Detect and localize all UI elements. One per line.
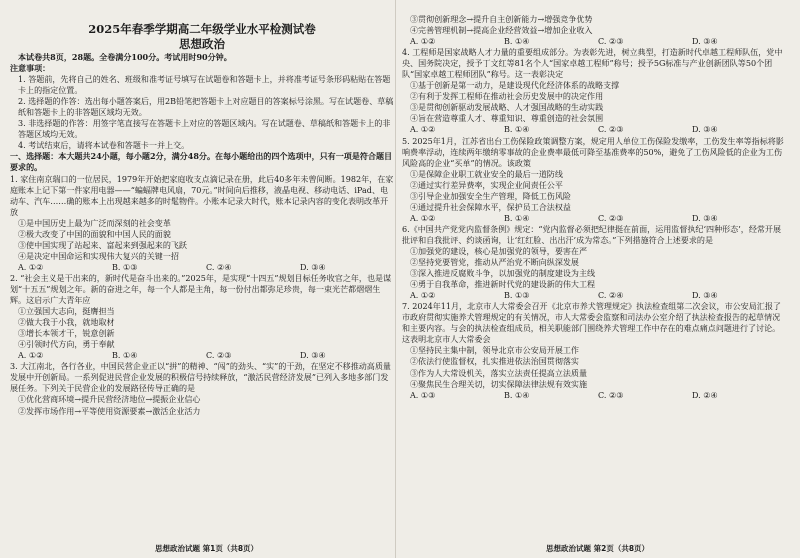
notice-title: 注意事项： <box>10 63 51 74</box>
exam-title: 2025年春季学期高二年级学业水平检测试卷 <box>88 22 316 36</box>
choice-b[interactable]: B. ①④ <box>504 37 530 47</box>
choice-c[interactable]: C. ②③ <box>598 37 624 47</box>
choice-d[interactable]: D. ③④ <box>692 213 718 223</box>
question-6-option: ④勇于自我革命，推进新时代党的建设新的伟大工程 <box>410 280 596 290</box>
choice-a[interactable]: A. ①② <box>410 125 436 135</box>
question-2-option: ②做大我于小我，就地取材 <box>18 318 115 328</box>
question-1-option: ③使中国实现了站起来、富起来到强起来的飞跃 <box>18 240 187 250</box>
choice-b[interactable]: B. ①③ <box>504 291 530 301</box>
notice-item: 4. 考试结束后，请将本试卷和答题卡一并上交。 <box>18 141 190 151</box>
choice-a[interactable]: A. ①② <box>410 213 436 223</box>
choice-c[interactable]: C. ②③ <box>206 351 232 361</box>
question-7-option: ③作为人大常设机关，落实立法责任提高立法质量 <box>410 368 588 378</box>
choice-a[interactable]: A. ①② <box>410 291 436 301</box>
question-2-choices <box>10 350 394 361</box>
question-7-choices <box>402 390 786 401</box>
question-7-option: ①坚持民主集中制，领导北京市公安局开展工作 <box>410 346 579 356</box>
question-6-option: ②坚持党要管党，推动从严治党不断向纵深发展 <box>410 258 579 268</box>
question-2-stem: 2. “社会主义是干出来的，新时代是奋斗出来的。”2025年，是实现“十四五”规划目标任务收官之年，也是谋划“十五五”规划之年。新的奋进之年，每一个人都是主角，每一份付出都弥足珍贵，每一束光芒都熠熠生辉。这启示广大青年应 <box>10 273 392 306</box>
choice-b[interactable]: B. ①④ <box>112 351 138 361</box>
page-1 <box>10 14 394 540</box>
question-1-option: ②极大改变了中国的面貌和中国人民的面貌 <box>18 229 171 239</box>
choice-d[interactable]: D. ③④ <box>692 37 718 47</box>
question-3-option: ③贯彻创新理念→提升自主创新能力→增强竞争优势 <box>410 15 593 24</box>
page-2-footer: 思想政治试题 第2页（共8页） <box>546 544 650 553</box>
question-3-option: ②发挥市场作用→平等使用资源要素→激活企业活力 <box>18 406 201 416</box>
notice-item: 3. 非选择题的作答：用签字笔直接写在答题卡上对应的答题区域内。写在试题卷、草稿纸和答题卡上的非答题区域均无效。 <box>18 119 391 140</box>
choice-b[interactable]: B. ①④ <box>504 213 530 223</box>
choice-d[interactable]: D. ③④ <box>300 262 326 272</box>
choice-c[interactable]: C. ②④ <box>206 262 232 272</box>
page-fold <box>395 0 396 558</box>
exam-info: 本试卷共8页，28题。全卷满分100分。考试用时90分钟。 <box>18 52 232 62</box>
question-6-option: ①加强党的建设，核心是加强党的领导，要害在严 <box>410 246 588 256</box>
question-6-option: ③深入推进反腐败斗争，以加强党的制度建设为主线 <box>410 269 596 279</box>
choice-b[interactable]: B. ①④ <box>504 390 530 400</box>
choice-d[interactable]: D. ③④ <box>300 351 326 361</box>
choice-c[interactable]: C. ②③ <box>598 390 624 400</box>
question-7-option: ④聚焦民生合理关切，切实保障法律法规有效实施 <box>410 379 588 389</box>
question-6-stem: 6.《中国共产党党内监督条例》规定：“党内监督必须把纪律挺在前面，运用监督执纪‘四种形态’，经常开展批评和自我批评、约谈函询，让‘红红脸、出出汗’成为常态。”下列措施符合上述要求的是 <box>402 224 782 245</box>
choice-c[interactable]: C. ②④ <box>598 291 624 301</box>
question-2-option: ④引领时代方向，勇于奉献 <box>18 340 115 350</box>
question-5-stem: 5. 2025年1月，江苏省出台工伤保险政策调整方案，规定用人单位工伤保险发缴率，工伤发生率等指标将影响费率浮动，连续两年缴纳零事故的企业费率最低可降至基准费率的50%，避免了工伤风险低的企业为工伤风险高的企业“买单”的情况。该政策 <box>402 136 784 168</box>
choice-c[interactable]: C. ②③ <box>598 125 624 135</box>
question-4-option: ③是贯彻创新驱动发展战略、人才强国战略的生动实践 <box>410 103 604 113</box>
question-4-option: ④旨在营造尊重人才、尊重知识、尊重创造的社会氛围 <box>410 114 604 124</box>
question-5-option: ①是保障企业职工就业安全的最后一道防线 <box>410 169 563 179</box>
question-1-option: ④是决定中国命运和实现伟大复兴的关键一招 <box>18 251 179 261</box>
choice-d[interactable]: D. ②④ <box>692 390 718 400</box>
question-5-option: ②通过实行差异费率，实现企业间责任公平 <box>410 180 563 190</box>
question-7-option: ②依法行使监督权，扎实推进依法治国贯彻落实 <box>410 357 579 367</box>
choice-a[interactable]: A. ①② <box>18 262 44 272</box>
question-5-option: ④通过提升社会保障水平，保护员工合法权益 <box>410 202 571 212</box>
question-1-choices <box>10 262 394 273</box>
question-2-option: ③增长本领才干，锐意创新 <box>18 329 115 339</box>
page-2 <box>402 14 786 540</box>
choice-a[interactable]: A. ①③ <box>410 390 436 400</box>
choice-b[interactable]: B. ①④ <box>504 125 530 135</box>
choice-d[interactable]: D. ③④ <box>692 291 718 301</box>
notice-item: 1. 答题前，先将自己的姓名、班级和准考证号填写在试题卷和答题卡上，并将准考证号条形码粘贴在答题卡上的指定位置。 <box>18 75 391 96</box>
question-5-option: ③引导企业加强安全生产管理，降低工伤风险 <box>410 191 571 201</box>
choice-a[interactable]: A. ①② <box>18 351 44 361</box>
question-2-option: ①立强国大志向，挺膺担当 <box>18 307 115 317</box>
choice-a[interactable]: A. ①② <box>410 37 436 47</box>
question-4-option: ②有利于发挥工程师在推动社会历史发展中的决定作用 <box>410 92 604 102</box>
choice-c[interactable]: C. ②③ <box>598 213 624 223</box>
notice-item: 2. 选择题的作答：选出每小题答案后，用2B铅笔把答题卡上对应题目的答案标号涂黑。写在试题卷、草稿纸和答题卡上的非答题区域均无效。 <box>18 97 394 118</box>
question-1-stem: 1. 家住南京瑞口的一位居民，1979年开始把家庭收支点滴记录在册，此后40多年未曾间断。1982年，在家庭账本上记下第一件家用电器——“蝙蝠牌电风扇，70元。”时间向后推移，液晶电视、移动电话、iPad、电动车、汽车……确的账本上出现越来越多的时髦物件。小账本记录大时代，账本记录内容的变化表明改革开放 <box>10 174 394 217</box>
question-4-stem: 4. 工程师是国家战略人才力量的重要组成部分。为表彰先进，树立典型，打造新时代卓越工程师队伍，党中央、国务院决定，授予丁文红等81名个人“国家卓越工程师”称号；授予5G标准与产业创新团队等50个团队“国家卓越工程师团队”称号。这一表彰决定 <box>402 48 783 80</box>
question-4-option: ①基于创新是第一动力，是建设现代化经济体系的战略支撑 <box>410 81 620 91</box>
question-3-option: ④完善管理机制→提高企业经营效益→增加企业收入 <box>410 26 593 36</box>
section-heading: 一、选择题：本大题共24小题，每小题2分，满分48分。在每小题给出的四个选项中，只有一项是符合题目要求的。 <box>10 151 393 173</box>
question-7-stem: 7. 2024年11月，北京市人大常委会召开《北京市养犬管理规定》执法检查组第二次会议，市公安局汇报了市政府贯彻实施养犬管理规定的有关情况，市人大常委会监察和司法办公室介绍了执法检查报告的起草情况和主要内容。与会的执法检查组成员，相关职能部门围绕养犬管理工作中存在的难点痛点问题进行了讨论。这表明北京市人大常委会 <box>402 302 781 345</box>
question-3-option: ①优化营商环境→提升民营经济地位→提振企业信心 <box>18 395 201 405</box>
exam-subject: 思想政治 <box>179 37 225 51</box>
question-4-choices <box>402 124 786 135</box>
choice-d[interactable]: D. ③④ <box>692 125 718 135</box>
page-1-footer: 思想政治试题 第1页（共8页） <box>155 544 259 553</box>
question-6-choices <box>402 290 786 301</box>
question-1-option: ①是中国历史上最为广泛而深刻的社会变革 <box>18 218 171 228</box>
question-3-choices <box>402 36 786 47</box>
choice-b[interactable]: B. ①③ <box>112 262 138 272</box>
question-5-choices <box>402 213 786 224</box>
question-3-stem: 3. 大江南北，各行各业，中国民营企业正以“拼”的精神、“闯”的劲头、“实”的干劲，在坚定不移推动高质量发展中开创新局。一系列促进民营企业发展的积极信号持续释放，“激活民营经济发展”已列入多地多部门发展任务。下列关于民营企业的发展路径传导正确的是 <box>10 362 391 394</box>
